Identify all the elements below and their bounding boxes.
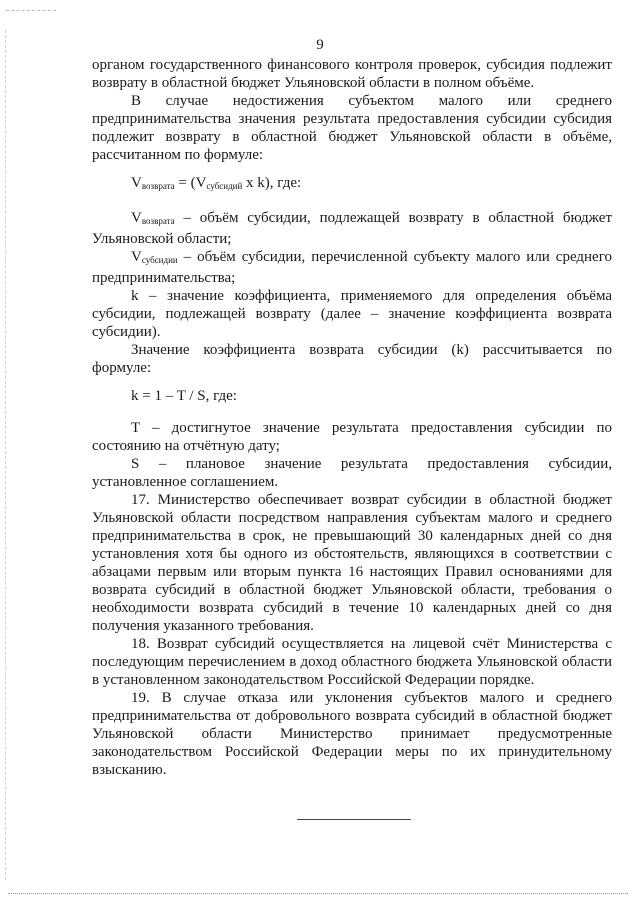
definition-v-subsidy: [92, 248, 612, 287]
page-number: 9: [316, 37, 324, 53]
def-v2-text: – объём субсидии, перечисленной субъекту малого или среднего предпринимательства;: [92, 249, 612, 286]
formula-sub-return: возврата: [141, 181, 175, 191]
paragraph-17: 17. Министерство обеспечивает возврат субсидии в областной бюджет Ульяновской области посредством направления субъектам малого и среднего предпринимательства в срок, не превышающий 30 календарных дней со дня установления хотя бы одного из обстоятельств, являющихся в соответствии с абзацами первым или вторым пункта 16 настоящих Правил основаниями для возврата субсидий в областной бюджет Ульяновской области, требования о необходимости возврата субсидий в течение 10 календарных дней со дня получения указанного требования.: [92, 492, 612, 634]
closing-separator-line: [297, 819, 411, 820]
scan-artifact-top: [6, 10, 56, 11]
paragraph-k-intro: Значение коэффициента возврата субсидии (k) рассчитывается по формуле:: [92, 342, 612, 376]
def-v: V: [131, 210, 142, 226]
formula-k: k = 1 – T / S, где:: [131, 388, 237, 404]
scan-artifact-left: [5, 30, 6, 880]
scan-artifact-bottom: [8, 893, 628, 894]
definition-k: k – значение коэффициента, применяемого для определения объёма субсидии, подлежащей возврату (далее – значение коэффициента возврата субсидии).: [92, 288, 612, 340]
paragraph-continuation: органом государственного финансового контроля проверок, субсидия подлежит возврату в областной бюджет Ульяновской области в полном объёме.: [92, 57, 612, 91]
definition-s: S – плановое значение результата предоставления субсидии, установленное соглашением.: [92, 456, 612, 490]
def-v2: V: [131, 249, 142, 265]
formula-return-volume: [92, 174, 612, 195]
definition-v-return: [92, 209, 612, 248]
def-v2-sub: субсидии: [141, 255, 178, 265]
def-v-text: – объём субсидии, подлежащей возврату в областной бюджет Ульяновской области;: [92, 210, 612, 247]
paragraph-18: 18. Возврат субсидий осуществляется на лицевой счёт Министерства с последующим перечислением в доход областного бюджета Ульяновской области в установленном законодательством Российской Федерации порядке.: [92, 636, 612, 688]
formula-rest: x k), где:: [242, 175, 302, 191]
definition-t: T – достигнутое значение результата предоставления субсидии по состоянию на отчётную дату;: [92, 420, 612, 454]
paragraph-nondelivery: В случае недостижения субъектом малого или среднего предпринимательства значения результата предоставления субсидии субсидия подлежит возврату в областной бюджет Ульяновской области в объёме, рассчитанном по формуле:: [92, 93, 612, 163]
paragraph-19: 19. В случае отказа или уклонения субъектов малого и среднего предпринимательства от добровольного возврата субсидий в областной бюджет Ульяновской области Министерство принимает предусмотренные законодательством Российской Федерации меры по их принудительному взысканию.: [92, 690, 612, 778]
formula-eq: = (V: [174, 175, 207, 191]
document-body: [92, 56, 612, 779]
formula-sub-subsidy: субсидий: [206, 181, 243, 191]
def-v-sub: возврата: [141, 216, 175, 226]
formula-v: V: [131, 175, 142, 191]
